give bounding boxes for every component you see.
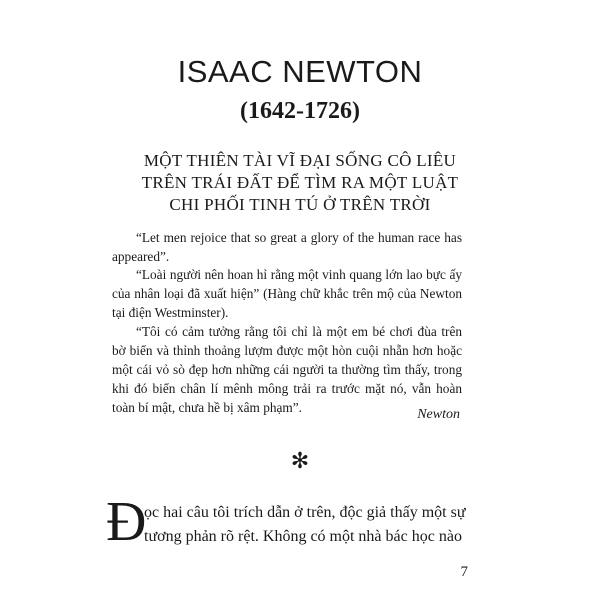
epigraph-quote-newton: “Tôi có cảm tưởng rằng tôi chỉ là một em bé chơi đùa trên bờ biển và thỉnh thoảng lượm được một hòn cuội nhẵn hơn hoặc một cái vỏ sò đẹp hơn những cái người ta thường tìm thấy, trong khi đó biển chân lí mênh mông trải ra trước mặt nó, vẫn hoàn toàn bí mật, chưa hề bị xâm phạm”. xyxy=(112,324,462,415)
body-text-line: ọc hai câu tôi trích dẫn ở trên, độc giả thấy một sự xyxy=(144,504,466,521)
epigraph-quote-english: “Let men rejoice that so great a glory of the human race has appeared”. xyxy=(112,230,462,264)
chapter-title: ISAAC NEWTON xyxy=(177,54,423,89)
chapter-years: (1642-1726) xyxy=(240,98,360,124)
epigraph-quote-translation: “Loài người nên hoan hỉ rằng một vinh quang lớn lao bực ấy của nhân loại đã xuất hiện” (Hàng chữ khắc trên mộ của Newton tại điện Westminster). xyxy=(112,267,462,320)
subtitle-line: TRÊN TRÁI ĐẤT ĐỂ TÌM RA MỘT LUẬT xyxy=(141,173,459,192)
body-text-line: tương phản rõ rệt. Không có một nhà bác học nào xyxy=(144,528,462,545)
subtitle-line: CHI PHỐI TINH TÚ Ở TRÊN TRỜI xyxy=(169,195,431,214)
section-separator-icon: ✻ xyxy=(290,448,310,473)
drop-cap: Đ xyxy=(106,491,147,553)
page-number: 7 xyxy=(460,564,468,580)
chapter-subtitle xyxy=(120,150,480,216)
subtitle-line: MỘT THIÊN TÀI VĨ ĐẠI SỐNG CÔ LIÊU xyxy=(143,151,457,170)
epigraph-author: Newton xyxy=(417,407,460,422)
